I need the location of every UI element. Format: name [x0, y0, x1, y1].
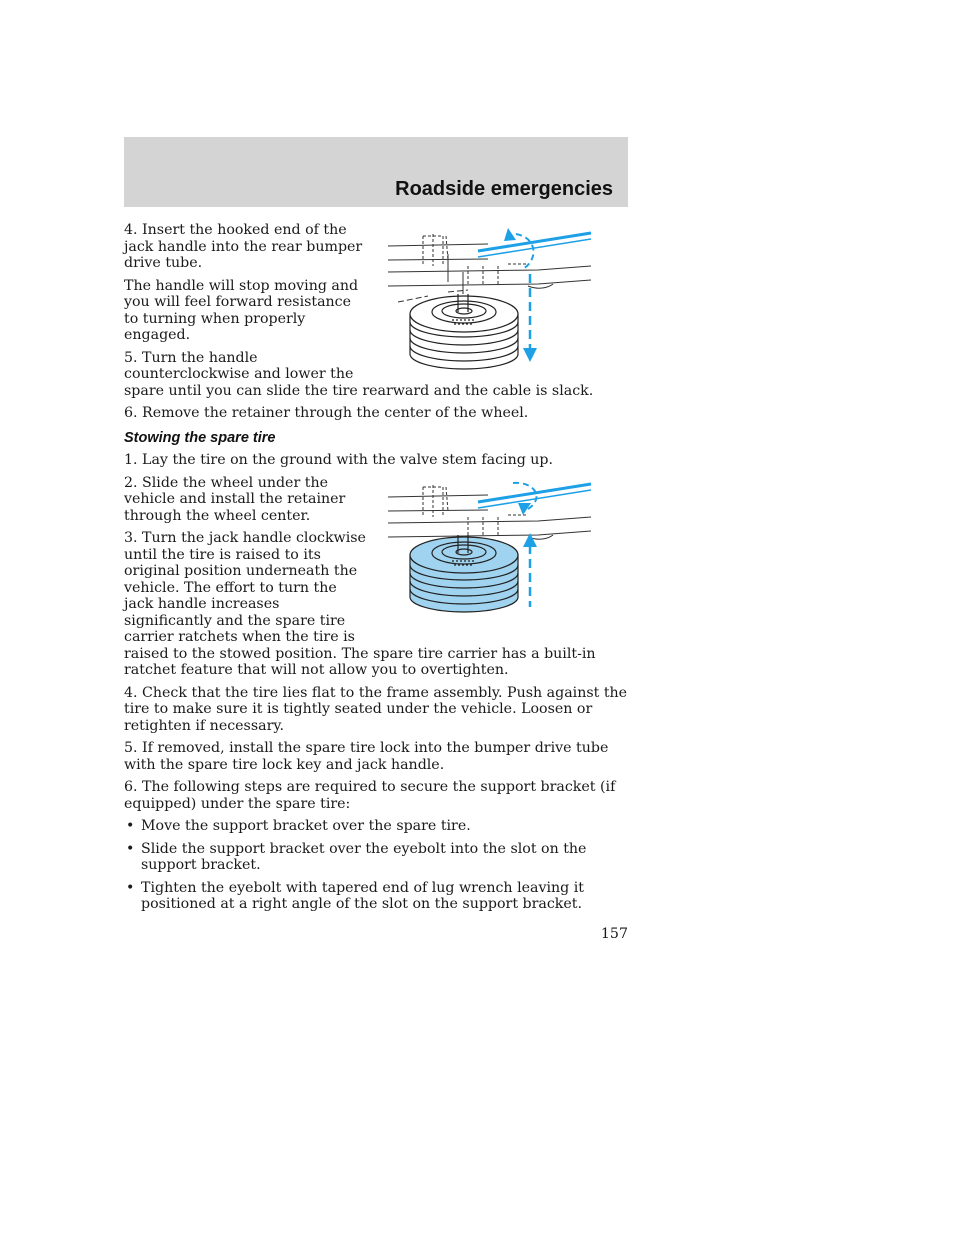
step-6-paragraph: 6. Remove the retainer through the center of the wheel.	[124, 405, 529, 421]
list-item	[124, 880, 628, 913]
page-title: Roadside emergencies	[395, 178, 613, 200]
section-header	[124, 137, 628, 207]
stow-step-1-paragraph: 1. Lay the tire on the ground with the valve stem facing up.	[124, 452, 554, 468]
handle-note-paragraph: The handle will stop moving and you will feel forward resistance to turning when properly engaged.	[124, 277, 359, 343]
stow-step-3-paragraph: 3. Turn the jack handle clockwise until the tire is raised to its original position underneath the vehicle. The effort to turn the jack handle increases significantly and the spare tire carrier ratchets when the tire is raised to the stowed position. The spare tire carrier has a built-in ratchet feature that will not allow you to overtighten.	[124, 530, 596, 678]
list-item-text: Slide the support bracket over the eyebolt into the slot on the support bracket.	[141, 840, 587, 873]
bullet-icon: •	[126, 879, 135, 896]
step-5-paragraph: 5. Turn the handle counterclockwise and lower the spare until you can slide the tire rearward and the cable is slack.	[124, 349, 594, 399]
section-heading: Stowing the spare tire	[124, 429, 276, 446]
bracket-steps-list	[124, 818, 628, 913]
stow-step-6-paragraph: 6. The following steps are required to secure the support bracket (if equipped) under the spare tire:	[124, 779, 616, 812]
list-item	[124, 841, 628, 874]
bullet-icon: •	[126, 840, 135, 857]
list-item-text: Move the support bracket over the spare tire.	[141, 818, 471, 834]
main-content	[124, 222, 628, 919]
bullet-icon: •	[126, 818, 135, 834]
list-item	[124, 818, 628, 835]
step-4-paragraph: 4. Insert the hooked end of the jack handle into the rear bumper drive tube.	[124, 222, 363, 271]
stow-step-5-paragraph: 5. If removed, install the spare tire lock into the bumper drive tube with the spare tire lock key and jack handle.	[124, 740, 609, 773]
lowering-spare-tire-diagram	[388, 224, 613, 374]
list-item-text: Tighten the eyebolt with tapered end of lug wrench leaving it positioned at a right angle of the slot on the support bracket.	[141, 879, 584, 912]
page-number: 157	[600, 926, 628, 942]
stow-step-2-paragraph: 2. Slide the wheel under the vehicle and install the retainer through the wheel center.	[124, 474, 346, 524]
raising-spare-tire-diagram	[388, 475, 613, 625]
stow-step-4-paragraph: 4. Check that the tire lies flat to the frame assembly. Push against the tire to make sure it is tightly seated under the vehicle. Loosen or retighten if necessary.	[124, 684, 628, 734]
